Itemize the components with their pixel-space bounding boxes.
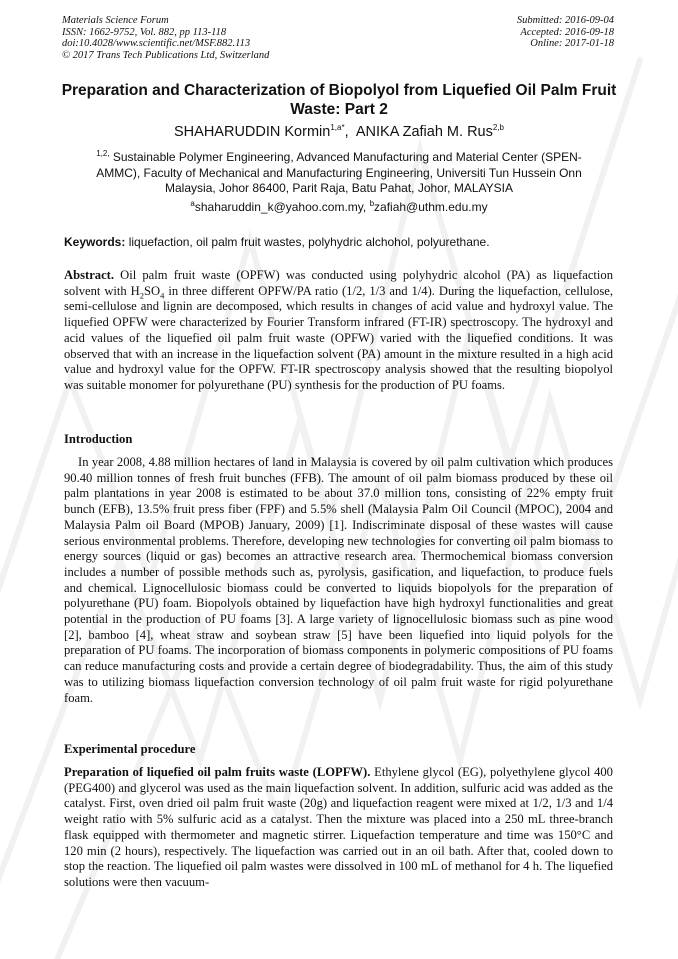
author-1-name: SHAHARUDDIN Kormin bbox=[174, 124, 331, 140]
introduction-heading: Introduction bbox=[64, 432, 133, 446]
author-emails bbox=[60, 200, 618, 214]
email-separator: , bbox=[362, 200, 370, 214]
author-list bbox=[60, 124, 618, 140]
abstract-text-3: in three different OPFW/PA ratio (1/2, 1/3 and 1/4). During the liquefaction, cellulose, semi-cellulose and lignin are decomposed, which results in changes of acid value and hydroxyl value. The liquefied OPFW were characterized by Fourier Transform infrared (FT-IR) spectroscopy. The hydroxyl and acid values of the liquefied oil palm fruit waste (OPFW) varied with the liquefied conditions. It was observed that with an increase in the liquefaction solvent (PA) amount in the mixture resulted in a high acid value and hydroxyl value for the OPFW. FT-IR spectroscopy analysis showed that the resulting biopolyol was suitable monomer for polyurethane (PU) synthesis for the production of PU foams. bbox=[64, 283, 613, 392]
affiliation bbox=[78, 150, 600, 197]
keywords-text: liquefaction, oil palm fruit wastes, polyhydric alchohol, polyurethane. bbox=[128, 235, 490, 249]
affiliation-text: Sustainable Polymer Engineering, Advanced Manufacturing and Material Center (SPEN-AMMC), Faculty of Mechanical and Manufacturing Engineering, Universiti Tun Hussein Onn Malaysia, Johor 86400, Parit Raja, Batu Pahat, Johor, MALAYSIA bbox=[96, 150, 582, 195]
issn-line: ISSN: 1662-9752, Vol. 882, pp 113-118 bbox=[62, 26, 227, 38]
accepted-date: Accepted: 2016-09-18 bbox=[520, 26, 614, 38]
journal-info bbox=[62, 15, 269, 61]
experimental-paragraph bbox=[64, 765, 613, 891]
submitted-date: Submitted: 2016-09-04 bbox=[516, 15, 614, 26]
abstract-label: Abstract. bbox=[64, 268, 115, 282]
submission-dates bbox=[517, 15, 614, 50]
email-a-mark: a bbox=[190, 199, 195, 208]
copyright-line: © 2017 Trans Tech Publications Ltd, Switzerland bbox=[62, 49, 270, 61]
journal-name: Materials Science Forum bbox=[62, 15, 169, 26]
email-b-mark: b bbox=[369, 199, 375, 208]
abstract-subscript-2: 4 bbox=[160, 290, 165, 301]
abstract bbox=[64, 268, 613, 394]
paper-title: Preparation and Characterization of Biopolyol from Liquefied Oil Palm Fruit Waste: Part 2 bbox=[61, 82, 617, 118]
abstract-text-2: SO bbox=[144, 283, 161, 298]
affiliation-mark: 1,2, bbox=[96, 149, 110, 158]
abstract-text-1: Oil palm fruit waste (OPFW) was conducted using polyhydric alcohol (PA) as liquefaction solvent with H bbox=[64, 268, 613, 298]
author-separator: , bbox=[344, 124, 356, 140]
online-date: Online: 2017-01-18 bbox=[530, 38, 614, 49]
introduction-paragraph: In year 2008, 4.88 million hectares of land in Malaysia is covered by oil palm cultivation which produces 90.40 million tonnes of fresh fruit bunches (FFB). The amount of oil palm biomass produced by these oil palm plantations in year 2008 is estimated to be about 37.0 million tons, consisting of 22% empty fruit bunch (EFB), 13.5% fruit press fiber (FPF) and 5.5% shell (Malaysia Palm Oil Council (MPOC), 2004 and Malaysia Palm oil Board (MPOB) January, 2009) [1]. Indiscriminate disposal of these wastes will cause serious environmental problems. Therefore, developing new technologies for converting oil palm biomass to energy sources (liquid or gas) becomes an attractive research area. Thermochemical biomass conversion includes a number of possible methods such as, pyrolysis, gasification, and liquefaction, to produce fuels and chemical. Lignocellulosic biomass could be converted to liquids biopolyols for the preparation of polyurethane (PU) foam. Biopolyols obtained by liquefaction have high hydroxyl functionalities and great potential in the production of PU foams [3]. A large variety of lignocellulosic biomass such as pine wood [2], bamboo [4], wheat straw and soybean straw [5] have been liquefied into liquid polyols for the preparation of PU foams. The incorporation of biomass components in polymeric compositions of PU foams can reduce manufacturing costs and provide a certain degree of biodegradability. Thus, the aim of this study was to utilizing biomass liquefaction conversion technology of oil palm fruit waste for rigid polyurethane foam. bbox=[64, 455, 613, 705]
doi-line: doi:10.4028/www.scientific.net/MSF.882.113 bbox=[62, 38, 251, 49]
email-a: shaharuddin_k@yahoo.com.my bbox=[194, 200, 363, 214]
experimental-heading: Experimental procedure bbox=[64, 742, 196, 756]
experimental-text: Ethylene glycol (EG), polyethylene glycol 400 (PEG400) and glycerol was used as the main liquefaction solvent. In addition, sulfuric acid was added as the catalyst. First, oven dried oil palm fruit waste (20g) and liquefaction reagent were mixed at 1/2, 1/3 and 1/4 weight ratio with 5% sulfuric acid as a catalyst. Then the mixture was placed into a 250 mL three-branch flask equipped with thermometer and magnetic stirrer. Liquefaction temperature and time was 150°C and 120 min (2 hours), respectively. The liquefaction was carried out in an oil bath. After that, cooled down to stop the reaction. The liquefied oil palm wastes were dissolved in 100 mL of methanol for 4 h. The liquefied solutions were then vacuum- bbox=[64, 765, 613, 889]
abstract-subscript-1: 2 bbox=[139, 290, 145, 301]
keywords-label: Keywords: bbox=[64, 235, 126, 249]
author-1-affiliation-mark: 1,a* bbox=[330, 123, 345, 133]
author-2-affiliation-mark: 2,b bbox=[492, 123, 504, 133]
experimental-subheading: Preparation of liquefied oil palm fruits waste (LOPFW). bbox=[64, 765, 371, 779]
email-b: zafiah@uthm.edu.my bbox=[374, 200, 488, 214]
author-2-name: ANIKA Zafiah M. Rus bbox=[355, 124, 493, 140]
keywords bbox=[64, 235, 616, 249]
